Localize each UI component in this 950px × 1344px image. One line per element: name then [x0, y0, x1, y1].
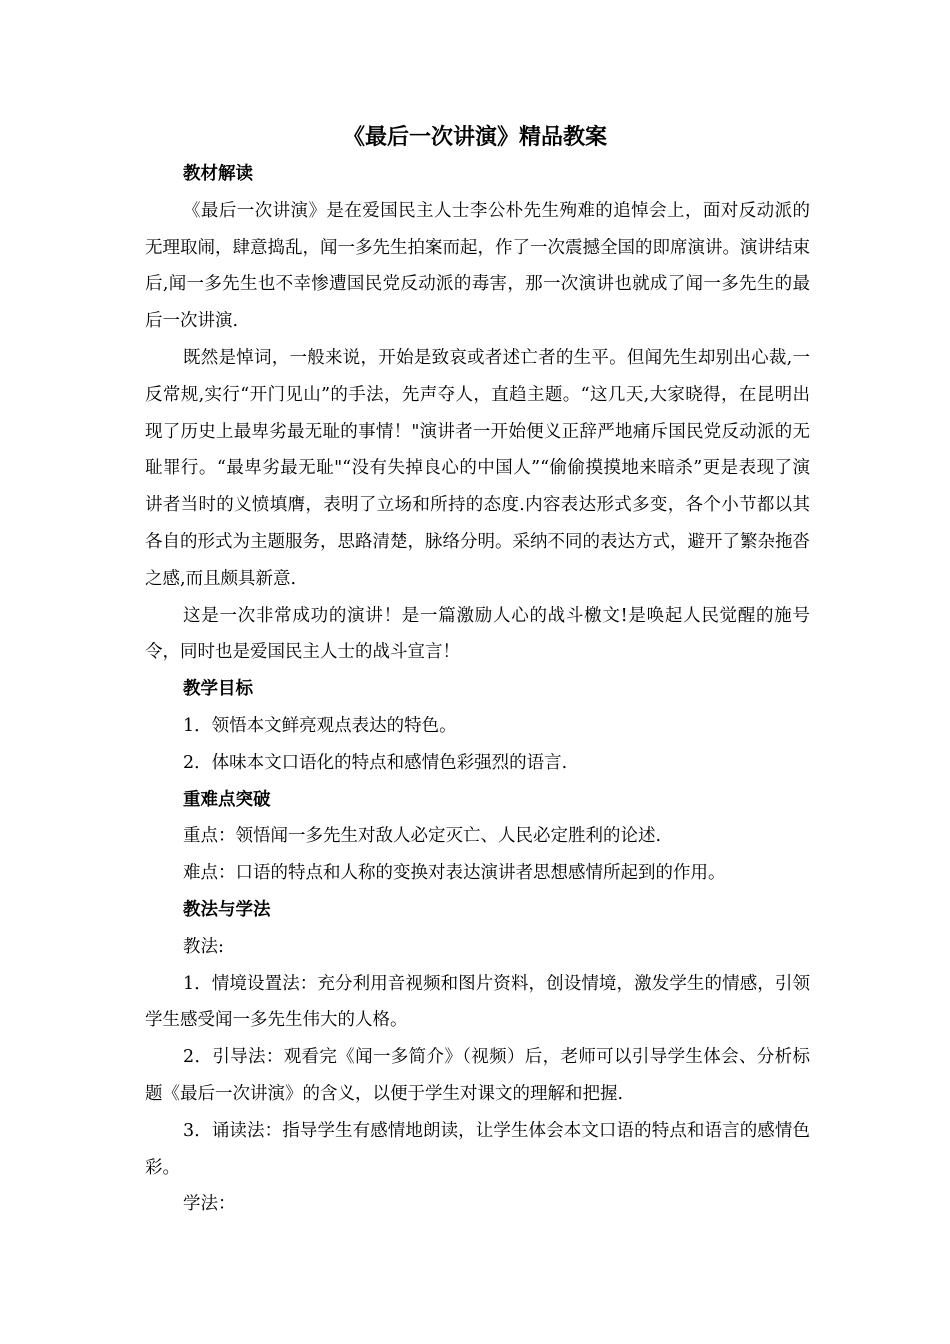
section-heading-key-difficult-points: 重难点突破: [183, 789, 271, 810]
list-item: 1．领悟本文鲜亮观点表达的特色。: [183, 715, 457, 736]
list-item: 2．体味本文口语化的特点和感情色彩强烈的语言.: [183, 752, 568, 773]
document-body: [145, 156, 810, 1223]
paragraph: 既然是悼词，一般来说，开始是致哀或者述亡者的生平。但闻先生却别出心裁,一反常规,实行“开门见山”的手法，先声夺人，直趋主题。“这几天,大家晓得，在昆明出现了历史上最卑劣最无耻的事情！"演讲者一开始便义正辞严地痛斥国民党反动派的无耻罪行。“最卑劣最无耻"“没有失掉良心的中国人”“偷偷摸摸地来暗杀”更是表现了演讲者当时的义愤填膺，表明了立场和所持的态度.内容表达形式多变，各个小节都以其各自的形式为主题服务，思路清楚，脉络分明。采纳不同的表达方式，避开了繁杂拖沓之感,而且颇具新意.: [145, 347, 810, 589]
section-heading-teaching-goals: 教学目标: [183, 679, 253, 700]
paragraph: 难点：口语的特点和人称的变换对表达演讲者思想感情所起到的作用。: [183, 863, 726, 884]
paragraph: 《最后一次讲演》是在爱国民主人士李公朴先生殉难的追悼会上，面对反动派的无理取闹，肆意捣乱，闻一多先生拍案而起，作了一次震撼全国的即席演讲。演讲结束后,闻一多先生也不幸惨遭国民党反动派的毒害，那一次演讲也就成了闻一多先生的最后一次讲演.: [145, 200, 810, 332]
section-heading-textbook-reading: 教材解读: [183, 164, 253, 184]
subheading: 学法：: [183, 1194, 236, 1215]
list-item: 3．诵读法：指导学生有感情地朗读，让学生体会本文口语的特点和语言的感情色彩。: [145, 1120, 810, 1178]
document-title: 《最后一次讲演》精品教案: [342, 125, 607, 150]
paragraph: 这是一次非常成功的演讲！是一篇激励人心的战斗檄文!是唤起人民觉醒的施号令，同时也是爱国民主人士的战斗宣言！: [145, 605, 810, 663]
section-heading-methods: 教法与学法: [183, 899, 271, 920]
subheading: 教法:: [183, 936, 224, 957]
list-item: 1．情境设置法：充分利用音视频和图片资料，创设情境，激发学生的情感，引领学生感受闻一多先生伟大的人格。: [145, 973, 810, 1031]
paragraph: 重点：领悟闻一多先生对敌人必定灭亡、人民必定胜利的论述.: [183, 826, 662, 847]
list-item: 2．引导法：观看完《闻一多简介》（视频）后，老师可以引导学生体会、分析标题《最后一次讲演》的含义，以便于学生对课文的理解和把握.: [145, 1047, 810, 1104]
